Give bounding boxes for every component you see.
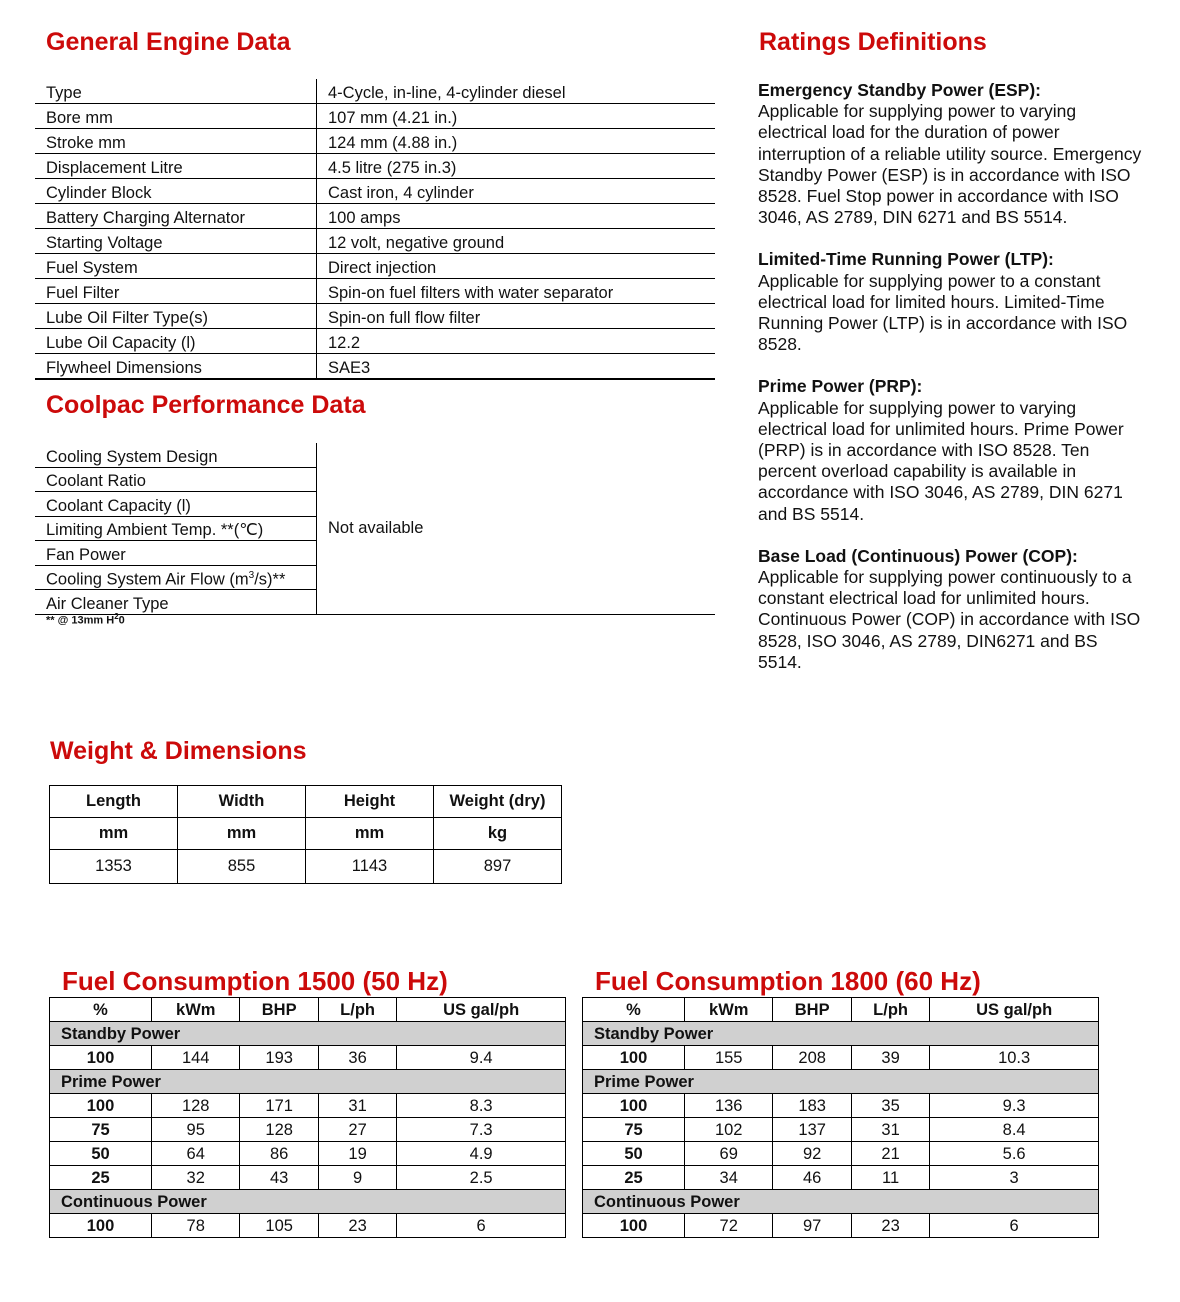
fuel-header: % — [583, 998, 685, 1022]
fuel-value: 10.3 — [930, 1046, 1099, 1070]
fuel-data-row — [583, 1142, 1099, 1166]
fuel-value: 105 — [240, 1214, 318, 1238]
fuel-data-row — [583, 1214, 1099, 1238]
coolpac-label: Cooling System Air Flow $(m^3/s)**$ — [35, 565, 317, 590]
fuel-value: 144 — [152, 1046, 240, 1070]
coolpac-label: Limiting Ambient Temp. **(℃) — [35, 516, 317, 541]
fuel-value: 5.6 — [930, 1142, 1099, 1166]
fuel-value: 2.5 — [397, 1166, 566, 1190]
fuel-value: 19 — [318, 1142, 396, 1166]
fuel-section-label: Prime Power — [50, 1070, 566, 1094]
general-engine-table — [35, 79, 715, 380]
fuel-percent: 100 — [583, 1214, 685, 1238]
fuel-value: 43 — [240, 1166, 318, 1190]
rating-text: Applicable for supplying power continuously to a constant electrical load for unlimited hours. Continuous Power (COP) in accordance with ISO 8528, ISO 3046, AS 2789, DIN6271 and BS 5514. — [758, 567, 1141, 672]
fuel-value: 9.4 — [397, 1046, 566, 1070]
rating-definition — [758, 80, 1143, 228]
spec-label: Fuel Filter — [35, 279, 317, 304]
fuel-percent: 75 — [50, 1118, 152, 1142]
spec-label: Lube Oil Filter Type(s) — [35, 304, 317, 329]
rating-definition — [758, 546, 1143, 673]
fuel-value: 78 — [152, 1214, 240, 1238]
coolpac-footnote: ** @ 13mm $H^20$ — [46, 612, 125, 627]
coolpac-label: Air Cleaner Type — [35, 590, 317, 615]
coolpac-label: Cooling System Design — [35, 443, 317, 467]
fuel-value: 21 — [851, 1142, 929, 1166]
weight-dimensions-heading: Weight & Dimensions — [50, 737, 307, 765]
fuel-value: 34 — [685, 1166, 773, 1190]
fuel-section-row — [583, 1070, 1099, 1094]
fuel-header: L/ph — [318, 998, 396, 1022]
spec-row — [35, 279, 715, 304]
fuel-value: 137 — [773, 1118, 851, 1142]
weight-header: Width — [178, 786, 306, 818]
coolpac-value: Not available — [317, 443, 716, 614]
spec-row — [35, 304, 715, 329]
weight-value: 1353 — [50, 850, 178, 884]
fuel-header: US gal/ph — [930, 998, 1099, 1022]
spec-label: Type — [35, 79, 317, 104]
coolpac-table — [35, 443, 715, 615]
ratings-definitions — [758, 80, 1143, 694]
fuel-value: 69 — [685, 1142, 773, 1166]
fuel-data-row — [583, 1118, 1099, 1142]
rating-definition — [758, 376, 1143, 524]
fuel-section-label: Prime Power — [583, 1070, 1099, 1094]
rating-definition — [758, 249, 1143, 355]
fuel-header: BHP — [773, 998, 851, 1022]
fuel-value: 95 — [152, 1118, 240, 1142]
fuel-percent: 25 — [50, 1166, 152, 1190]
fuel-data-row — [50, 1118, 566, 1142]
fuel-50hz-table — [49, 997, 566, 1238]
fuel-value: 35 — [851, 1094, 929, 1118]
fuel-percent: 25 — [583, 1166, 685, 1190]
fuel-percent: 50 — [583, 1142, 685, 1166]
rating-text: Applicable for supplying power to a constant electrical load for limited hours. Limited-Time Running Power (LTP) is in accordance with ISO 8528. — [758, 270, 1128, 355]
spec-value: 124 mm (4.88 in.) — [317, 129, 716, 154]
fuel-value: 39 — [851, 1046, 929, 1070]
fuel-value: 23 — [318, 1214, 396, 1238]
fuel-header-row — [50, 998, 566, 1022]
fuel-value: 208 — [773, 1046, 851, 1070]
spec-row — [35, 79, 715, 104]
spec-label: Battery Charging Alternator — [35, 204, 317, 229]
spec-value: 12.2 — [317, 329, 716, 354]
fuel-section-row — [50, 1022, 566, 1046]
spec-label: Stroke mm — [35, 129, 317, 154]
rating-title: Emergency Standby Power (ESP): — [758, 80, 1041, 100]
fuel-value: 8.4 — [930, 1118, 1099, 1142]
spec-label: Starting Voltage — [35, 229, 317, 254]
weight-header: Weight (dry) — [434, 786, 562, 818]
spec-label: Displacement Litre — [35, 154, 317, 179]
spec-row — [35, 179, 715, 204]
fuel-value: 102 — [685, 1118, 773, 1142]
fuel-value: 155 — [685, 1046, 773, 1070]
weight-value: 855 — [178, 850, 306, 884]
fuel-value: 136 — [685, 1094, 773, 1118]
rating-title: Base Load (Continuous) Power (COP): — [758, 545, 1078, 566]
fuel-section-label: Continuous Power — [50, 1190, 566, 1214]
spec-row — [35, 329, 715, 354]
fuel-value: 23 — [851, 1214, 929, 1238]
fuel-data-row — [50, 1094, 566, 1118]
fuel-value: 64 — [152, 1142, 240, 1166]
fuel-value: 7.3 — [397, 1118, 566, 1142]
coolpac-row — [35, 443, 715, 467]
fuel-section-label: Standby Power — [583, 1022, 1099, 1046]
fuel-value: 183 — [773, 1094, 851, 1118]
fuel-percent: 100 — [50, 1046, 152, 1070]
fuel-value: 6 — [397, 1214, 566, 1238]
fuel-value: 128 — [152, 1094, 240, 1118]
spec-value: Spin-on full flow filter — [317, 304, 716, 329]
fuel-value: 9.3 — [930, 1094, 1099, 1118]
spec-label: Flywheel Dimensions — [35, 354, 317, 380]
spec-value: SAE3 — [317, 354, 716, 380]
spec-value: 107 mm (4.21 in.) — [317, 104, 716, 129]
spec-label: Lube Oil Capacity (l) — [35, 329, 317, 354]
fuel-percent: 100 — [50, 1094, 152, 1118]
fuel-value: 72 — [685, 1214, 773, 1238]
fuel-value: 46 — [773, 1166, 851, 1190]
fuel-value: 8.3 — [397, 1094, 566, 1118]
fuel-value: 27 — [318, 1118, 396, 1142]
coolpac-label: Coolant Ratio — [35, 467, 317, 492]
fuel-data-row — [583, 1094, 1099, 1118]
fuel-value: 32 — [152, 1166, 240, 1190]
weight-header: Height — [306, 786, 434, 818]
rating-title: Prime Power (PRP): — [758, 376, 923, 397]
fuel-value: 31 — [318, 1094, 396, 1118]
fuel-value: 4.9 — [397, 1142, 566, 1166]
fuel-value: 31 — [851, 1118, 929, 1142]
weight-unit: kg — [434, 818, 562, 850]
fuel-section-row — [50, 1190, 566, 1214]
spec-value: 12 volt, negative ground — [317, 229, 716, 254]
general-engine-data-heading: General Engine Data — [46, 28, 291, 56]
ratings-definitions-heading: Ratings Definitions — [759, 28, 987, 56]
fuel-header: BHP — [240, 998, 318, 1022]
coolpac-label: Coolant Capacity (l) — [35, 492, 317, 517]
spec-value: 4.5 litre (275 in.3) — [317, 154, 716, 179]
fuel-data-row — [50, 1214, 566, 1238]
weight-unit: mm — [306, 818, 434, 850]
weight-value: 1143 — [306, 850, 434, 884]
spec-row — [35, 354, 715, 380]
spec-value: 100 amps — [317, 204, 716, 229]
fuel-percent: 100 — [583, 1046, 685, 1070]
fuel-section-row — [50, 1070, 566, 1094]
fuel-data-row — [50, 1142, 566, 1166]
fuel-header: kWm — [152, 998, 240, 1022]
fuel-value: 97 — [773, 1214, 851, 1238]
spec-row — [35, 129, 715, 154]
spec-value: Direct injection — [317, 254, 716, 279]
fuel-header: L/ph — [851, 998, 929, 1022]
fuel-section-row — [583, 1190, 1099, 1214]
fuel-value: 9 — [318, 1166, 396, 1190]
fuel-value: 6 — [930, 1214, 1099, 1238]
fuel-value: 86 — [240, 1142, 318, 1166]
fuel-value: 128 — [240, 1118, 318, 1142]
rating-text: Applicable for supplying power to varying electrical load for the duration of power interruption of a reliable utility source. Emergency Standby Power (ESP) is in accordance with ISO 8528. Fuel Stop power in accordance with ISO 3046, AS 2789, DIN 6271 and BS 5514. — [758, 101, 1142, 228]
weight-dimensions-table — [49, 785, 562, 884]
fuel-header: % — [50, 998, 152, 1022]
fuel-percent: 100 — [583, 1094, 685, 1118]
spec-value: Spin-on fuel filters with water separator — [317, 279, 716, 304]
fuel-60hz-heading: Fuel Consumption 1800 (60 Hz) — [595, 966, 981, 996]
fuel-data-row — [50, 1046, 566, 1070]
fuel-value: 193 — [240, 1046, 318, 1070]
fuel-section-label: Standby Power — [50, 1022, 566, 1046]
spec-value: 4-Cycle, in-line, 4-cylinder diesel — [317, 79, 716, 104]
weight-unit: mm — [178, 818, 306, 850]
spec-row — [35, 104, 715, 129]
fuel-value: 92 — [773, 1142, 851, 1166]
spec-row — [35, 204, 715, 229]
coolpac-label: Fan Power — [35, 541, 317, 566]
fuel-section-row — [583, 1022, 1099, 1046]
weight-header: Length — [50, 786, 178, 818]
weight-value: 897 — [434, 850, 562, 884]
fuel-percent: 50 — [50, 1142, 152, 1166]
spec-row — [35, 229, 715, 254]
coolpac-heading: Coolpac Performance Data — [46, 391, 366, 419]
fuel-data-row — [583, 1166, 1099, 1190]
fuel-percent: 75 — [583, 1118, 685, 1142]
fuel-section-label: Continuous Power — [583, 1190, 1099, 1214]
weight-unit: mm — [50, 818, 178, 850]
fuel-value: 11 — [851, 1166, 929, 1190]
spec-row — [35, 254, 715, 279]
rating-title: Limited-Time Running Power (LTP): — [758, 249, 1054, 270]
fuel-50hz-heading: Fuel Consumption 1500 (50 Hz) — [62, 966, 448, 996]
spec-label: Fuel System — [35, 254, 317, 279]
spec-row — [35, 154, 715, 179]
rating-text: Applicable for supplying power to varying electrical load for unlimited hours. Prime Power (PRP) is in accordance with ISO 8528. Ten percent overload capability is available in accordance with ISO 3046, AS 2789, DIN 6271 and BS 5514. — [758, 397, 1124, 524]
fuel-header: kWm — [685, 998, 773, 1022]
fuel-data-row — [50, 1166, 566, 1190]
spec-label: Cylinder Block — [35, 179, 317, 204]
spec-label: Bore mm — [35, 104, 317, 129]
fuel-header: US gal/ph — [397, 998, 566, 1022]
fuel-data-row — [583, 1046, 1099, 1070]
spec-value: Cast iron, 4 cylinder — [317, 179, 716, 204]
fuel-header-row — [583, 998, 1099, 1022]
fuel-value: 36 — [318, 1046, 396, 1070]
fuel-60hz-table — [582, 997, 1099, 1238]
fuel-value: 3 — [930, 1166, 1099, 1190]
fuel-value: 171 — [240, 1094, 318, 1118]
fuel-percent: 100 — [50, 1214, 152, 1238]
